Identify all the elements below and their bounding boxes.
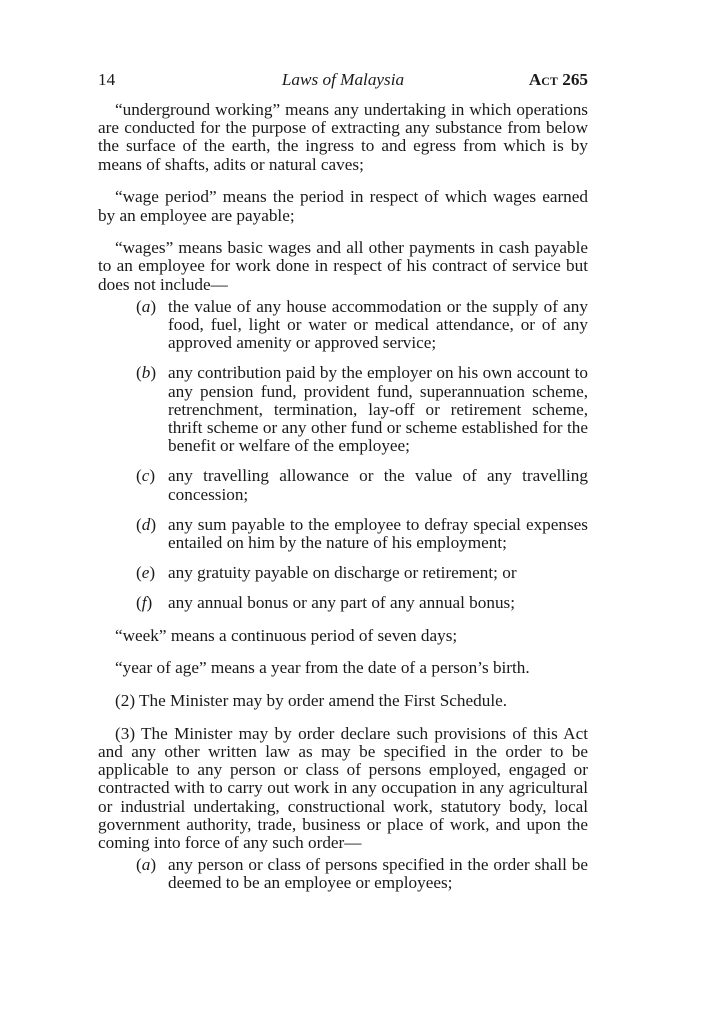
list-item-text: any sum payable to the employee to defray special expenses entailed on him by the nature of his employment; bbox=[168, 514, 588, 553]
list-item-text: any person or class of persons specified in the order shall be deemed to be an employee or employees; bbox=[168, 855, 588, 893]
running-title: Laws of Malaysia bbox=[281, 70, 405, 89]
subsection-2: (2) The Minister may by order amend the First Schedule. bbox=[115, 691, 508, 711]
list-item-label: (c) bbox=[136, 466, 156, 486]
definition-week: “week” means a continuous period of seven days; bbox=[115, 625, 458, 645]
subsection-3: (3) The Minister may by order declare such provisions of this Act and any other written law as may be specified in the order to be applicable to any person or class of persons employed, engaged or contracted with to carry out work in any occupation in any agricultural or industrial undertaking, constructional work, statutory body, local government authority, trade, business or place of work, and upon the coming into force of any such order— bbox=[98, 723, 588, 852]
list-item bbox=[98, 856, 588, 892]
definition-wage-period: “wage period” means the period in respect of which wages earned by an employee are payable; bbox=[98, 187, 588, 225]
list-item bbox=[98, 298, 588, 353]
act-reference bbox=[529, 71, 588, 89]
definition-wages-intro: “wages” means basic wages and all other payments in cash payable to an employee for work done in respect of his contract of service but does not include— bbox=[98, 238, 588, 294]
page-number: 14 bbox=[98, 70, 116, 89]
list-item-label: (b) bbox=[136, 363, 157, 383]
page-header bbox=[98, 71, 588, 91]
list-item-label: (f) bbox=[136, 593, 153, 613]
list-item bbox=[98, 364, 588, 455]
list-item-text: any gratuity payable on discharge or retirement; or bbox=[168, 563, 517, 583]
body-text bbox=[98, 101, 588, 907]
list-item bbox=[98, 467, 588, 503]
list-item bbox=[98, 516, 588, 552]
list-item bbox=[98, 564, 588, 582]
wages-exclusion-list bbox=[98, 298, 588, 613]
list-item-label: (a) bbox=[136, 855, 157, 875]
list-item bbox=[98, 594, 588, 612]
act-number: 265 bbox=[562, 70, 588, 89]
list-item-label: (a) bbox=[136, 296, 157, 316]
subsection-3-list bbox=[98, 856, 588, 892]
list-item-label: (d) bbox=[136, 514, 157, 534]
list-item-label: (e) bbox=[136, 563, 156, 583]
definition-year-of-age: “year of age” means a year from the date of a person’s birth. bbox=[115, 658, 530, 678]
list-item-text: the value of any house accommodation or the supply of any food, fuel, light or water or medical attendance, or of any approved amenity or approved service; bbox=[168, 296, 588, 353]
definition-underground-working: “underground working” means any undertaking in which operations are conducted for the purpose of extracting any substance from below the surface of the earth, the ingress to and egress from which is by means of shafts, adits or natural caves; bbox=[98, 100, 588, 174]
act-label: Act bbox=[528, 70, 558, 89]
list-item-text: any travelling allowance or the value of any travelling concession; bbox=[168, 466, 588, 504]
list-item-text: any annual bonus or any part of any annual bonus; bbox=[168, 593, 516, 613]
list-item-text: any contribution paid by the employer on his own account to any pension fund, provident fund, superannuation scheme, retrenchment, termination, lay-off or retirement scheme, thrift scheme or any other fund or scheme established for the benefit or welfare of the employee; bbox=[168, 363, 588, 456]
